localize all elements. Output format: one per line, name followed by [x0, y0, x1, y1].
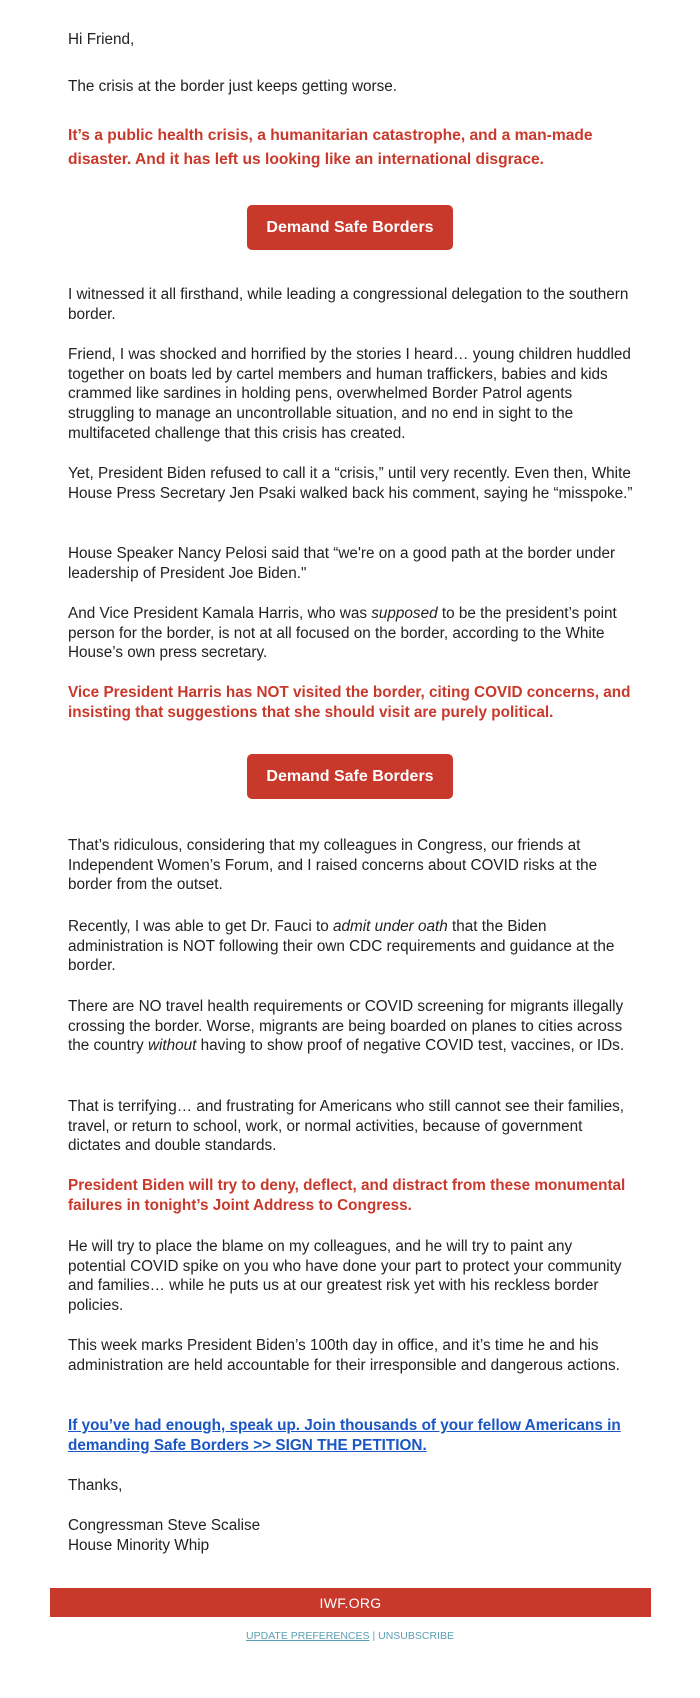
paragraph-biden-crisis: Yet, President Biden refused to call it a “crisis,” until very recently. Even then, White House Press Secretary Jen Psaki walked back his comment, saying he “misspoke.” — [68, 465, 633, 502]
intro-paragraph: The crisis at the border just keeps getting worse. — [68, 78, 398, 95]
unsubscribe-link[interactable]: UNSUBSCRIBE — [378, 1630, 454, 1642]
highlight-harris-not-visited: Vice President Harris has NOT visited the border, citing COVID concerns, and insisting that suggestions that she should visit are purely political. — [68, 684, 631, 721]
paragraph-fauci-part-1: Recently, I was able to get Dr. Fauci to — [68, 918, 333, 935]
paragraph-fauci-emphasis: admit under oath — [332, 918, 448, 935]
paragraph-travel-part-1: There are NO travel health requirements or COVID screening for migrants illegally crossing the border. Worse, migrants are being boarded on planes to cities across the country — [68, 998, 624, 1055]
paragraph-shocked: Friend, I was shocked and horrified by the stories I heard… young children huddled together on boats led by cartel members and human traffickers, babies and kids crammed like sardines in holding pens, overwhelmed Border Patrol agents struggling to manage an uncontrollable situation, and no end in sight to the multifaceted challenge that this crisis has created. — [68, 346, 631, 442]
signoff: Thanks, — [68, 1477, 123, 1494]
demand-safe-borders-button-top[interactable]: Demand Safe Borders — [247, 205, 453, 250]
demand-safe-borders-button-bottom[interactable]: Demand Safe Borders — [247, 754, 453, 799]
paragraph-fauci-part-2: that the Biden administration is NOT following their own CDC requirements and guidance at the border. — [68, 918, 615, 975]
paragraph-ridiculous: That’s ridiculous, considering that my colleagues in Congress, our friends at Independent Women’s Forum, and I raised concerns about COVID risks at the border from the outset. — [68, 837, 598, 894]
signature-title: House Minority Whip — [68, 1537, 210, 1554]
highlight-joint-address: President Biden will try to deny, deflect, and distract from these monumental failures in tonight’s Joint Address to Congress. — [68, 1177, 626, 1214]
paragraph-harris-part-2: to be the president’s point person for the border, is not at all focused on the border, according to the White House’s own press secretary. — [68, 605, 617, 662]
greeting: Hi Friend, — [68, 31, 135, 48]
paragraph-harris — [68, 604, 634, 663]
paragraph-travel-part-2: having to show proof of negative COVID test, vaccines, or IDs. — [196, 1037, 625, 1055]
paragraph-harris-part-1: And Vice President Kamala Harris, who was — [68, 605, 372, 622]
paragraph-pelosi: House Speaker Nancy Pelosi said that “we're on a good path at the border under leadership of President Joe Biden." — [68, 545, 616, 582]
paragraph-100-days: This week marks President Biden’s 100th day in office, and it’s time he and his administration are held accountable for their irresponsible and dangerous actions. — [68, 1337, 620, 1374]
sign-petition-link[interactable]: If you’ve had enough, speak up. Join thousands of your fellow Americans in demanding Safe Borders >> SIGN THE PETITION. — [68, 1417, 621, 1454]
signature-name: Congressman Steve Scalise — [68, 1517, 261, 1534]
update-preferences-link[interactable]: UPDATE PREFERENCES — [246, 1630, 370, 1642]
paragraph-travel-emphasis: without — [147, 1037, 197, 1055]
paragraph-terrifying: That is terrifying… and frustrating for Americans who still cannot see their families, travel, or return to school, work, or normal activities, because of government dictates and double standards. — [68, 1098, 625, 1155]
paragraph-fauci — [68, 917, 634, 976]
paragraph-harris-emphasis: supposed — [371, 605, 438, 622]
paragraph-blame: He will try to place the blame on my colleagues, and he will try to paint any potential COVID spike on you who have done your part to protect your community and families… while he puts us at our greatest risk yet with his reckless border policies. — [68, 1238, 622, 1315]
footer-org-link[interactable]: IWF.ORG — [50, 1588, 651, 1617]
paragraph-travel — [68, 997, 634, 1056]
paragraph-witnessed: I witnessed it all firsthand, while leading a congressional delegation to the southern border. — [68, 286, 629, 323]
highlight-public-health: It’s a public health crisis, a humanitarian catastrophe, and a man-made disaster. And it has left us looking like an international disgrace. — [68, 127, 593, 168]
footer-separator: | — [372, 1630, 376, 1642]
footer-links — [0, 1630, 700, 1642]
